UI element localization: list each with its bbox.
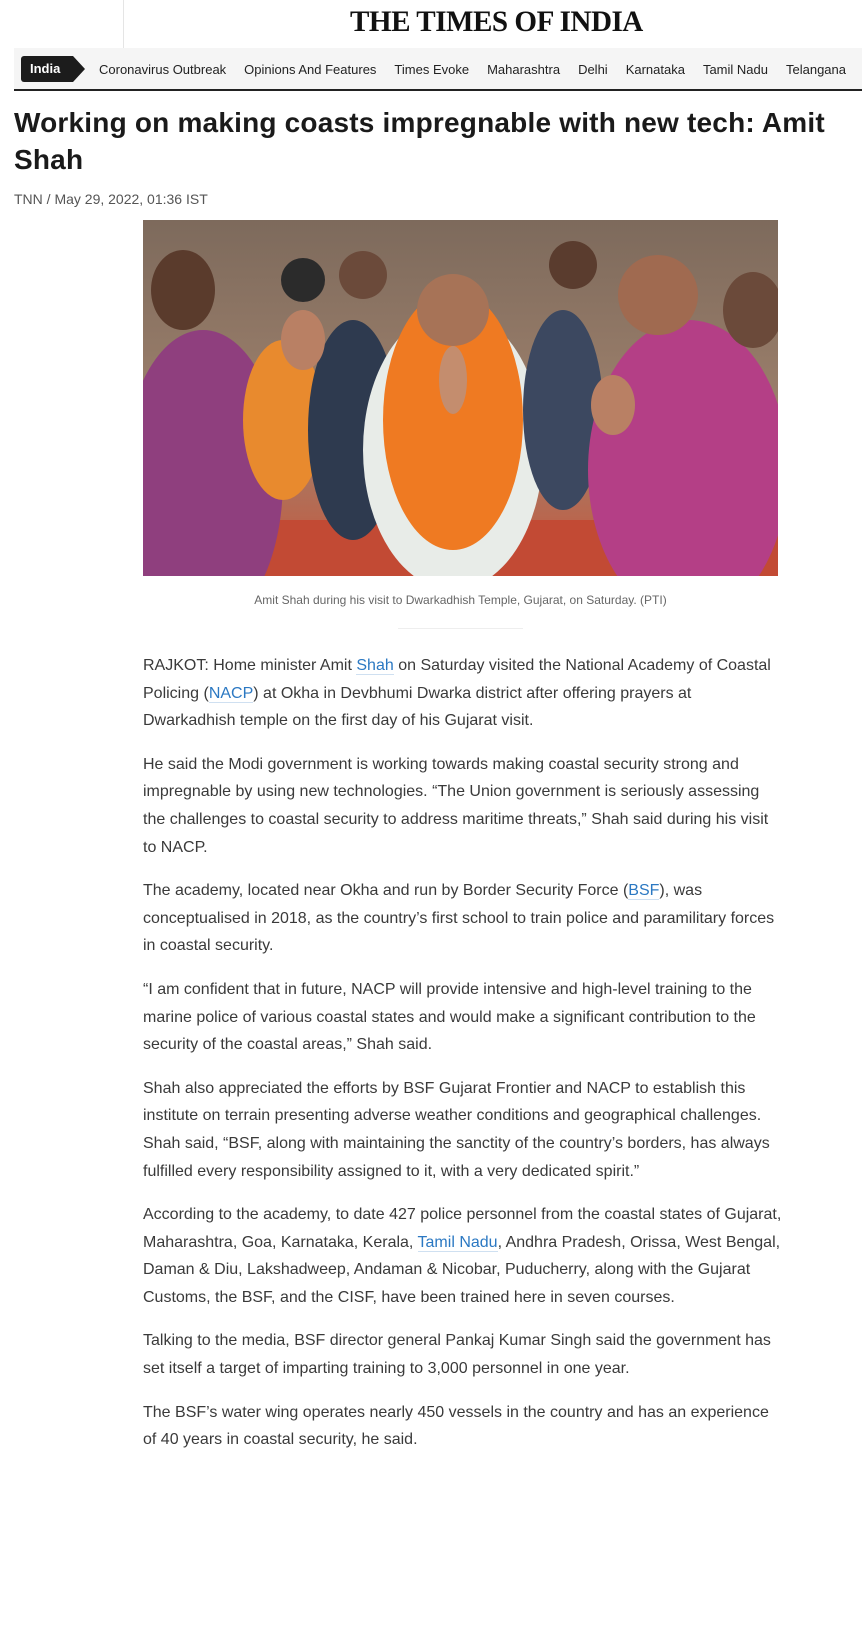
paragraph-1: [143, 652, 783, 735]
article-body: [143, 652, 783, 1470]
nav-item-maharashtra[interactable]: Maharashtra: [487, 62, 561, 77]
link-nacp[interactable]: NACP: [208, 684, 254, 702]
nav-item-tamil-nadu[interactable]: Tamil Nadu: [702, 62, 768, 77]
article-byline: TNN / May 29, 2022, 01:36 IST: [14, 191, 208, 207]
paragraph-3: [143, 877, 783, 960]
link-shah[interactable]: Shah: [356, 657, 394, 674]
nav-item-delhi[interactable]: Delhi: [578, 62, 608, 77]
article-hero-image: [143, 220, 778, 576]
nav-section-label[interactable]: India: [21, 56, 73, 82]
paragraph-6-text-a: According to the academy, to date 427 police personnel from the coastal states of Gujarat, Maharashtra, Goa, Karnataka, Kerala,: [143, 1206, 782, 1251]
section-navbar: [14, 48, 862, 91]
nav-item-coronavirus-outbreak[interactable]: Coronavirus Outbreak: [99, 62, 227, 77]
nav-items: [99, 48, 862, 91]
nav-item-opinions-and-features[interactable]: Opinions And Features: [244, 62, 377, 77]
article-headline: Working on making coasts impregnable with new tech: Amit Shah: [14, 107, 825, 175]
link-bsf[interactable]: BSF: [628, 882, 660, 900]
paragraph-6-text-b: , Andhra Pradesh, Orissa, West Bengal, Daman & Diu, Lakshadweep, Andaman & Nicobar, Puducherry, along with the Gujarat Customs, the BSF, and the CISF, have been trained here in seven courses.: [143, 1233, 781, 1306]
nav-item-karnataka[interactable]: Karnataka: [625, 62, 685, 77]
nav-section-arrow-icon: [73, 56, 85, 82]
nav-item-telangana[interactable]: Telangana: [785, 62, 846, 77]
paragraph-7: Talking to the media, BSF director general Pankaj Kumar Singh said the government has set itself a target of imparting training to 3,000 personnel in one year.: [143, 1332, 771, 1378]
paragraph-8: The BSF’s water wing operates nearly 450 vessels in the country and has an experience of 40 years in coastal security, he said.: [143, 1403, 769, 1449]
hero-photo-illustration: [143, 220, 778, 576]
link-tamil-nadu[interactable]: Tamil Nadu: [417, 1233, 498, 1251]
image-caption: Amit Shah during his visit to Dwarkadhish Temple, Gujarat, on Saturday. (PTI): [254, 593, 667, 607]
paragraph-1-text-a: RAJKOT: Home minister Amit: [143, 657, 357, 674]
paragraph-4: “I am confident that in future, NACP will provide intensive and high-level training to the marine police of various coastal states and would make a significant contribution to the security of the coastal areas,” Shah said.: [143, 980, 756, 1054]
paragraph-3-text-a: The academy, located near Okha and run by Border Security Force (: [143, 882, 629, 900]
paragraph-5: Shah also appreciated the efforts by BSF Gujarat Frontier and NACP to establish this institute on terrain presenting adverse weather conditions and geographical challenges. Shah said, “BSF, along with maintaining the sanctity of the country’s borders, has always fulfilled every responsibility assigned to it, with a very dedicated spirit.”: [143, 1079, 770, 1180]
masthead: [0, 0, 862, 48]
paragraph-1-text-c: ) at Okha in Devbhumi Dwarka district after offering prayers at Dwarkadhish temple on the first day of his Gujarat visit.: [143, 684, 692, 730]
nav-item-times-evoke[interactable]: Times Evoke: [394, 62, 470, 77]
site-logo[interactable]: THE TIMES OF INDIA: [350, 5, 643, 38]
paragraph-2: He said the Modi government is working towards making coastal security strong and impregnable by using new technologies. “The Union government is seriously assessing the challenges to coastal security to address maritime threats,” Shah said during his visit to NACP.: [143, 755, 769, 856]
paragraph-6: [143, 1201, 783, 1311]
masthead-divider: [123, 0, 124, 48]
caption-divider: [398, 628, 523, 629]
paragraph-3-text-b: ), was conceptualised in 2018, as the country’s first school to train police and paramilitary forces in coastal security.: [143, 882, 775, 955]
paragraph-1-text-b: on Saturday visited the National Academy of Coastal Policing (: [143, 657, 771, 702]
